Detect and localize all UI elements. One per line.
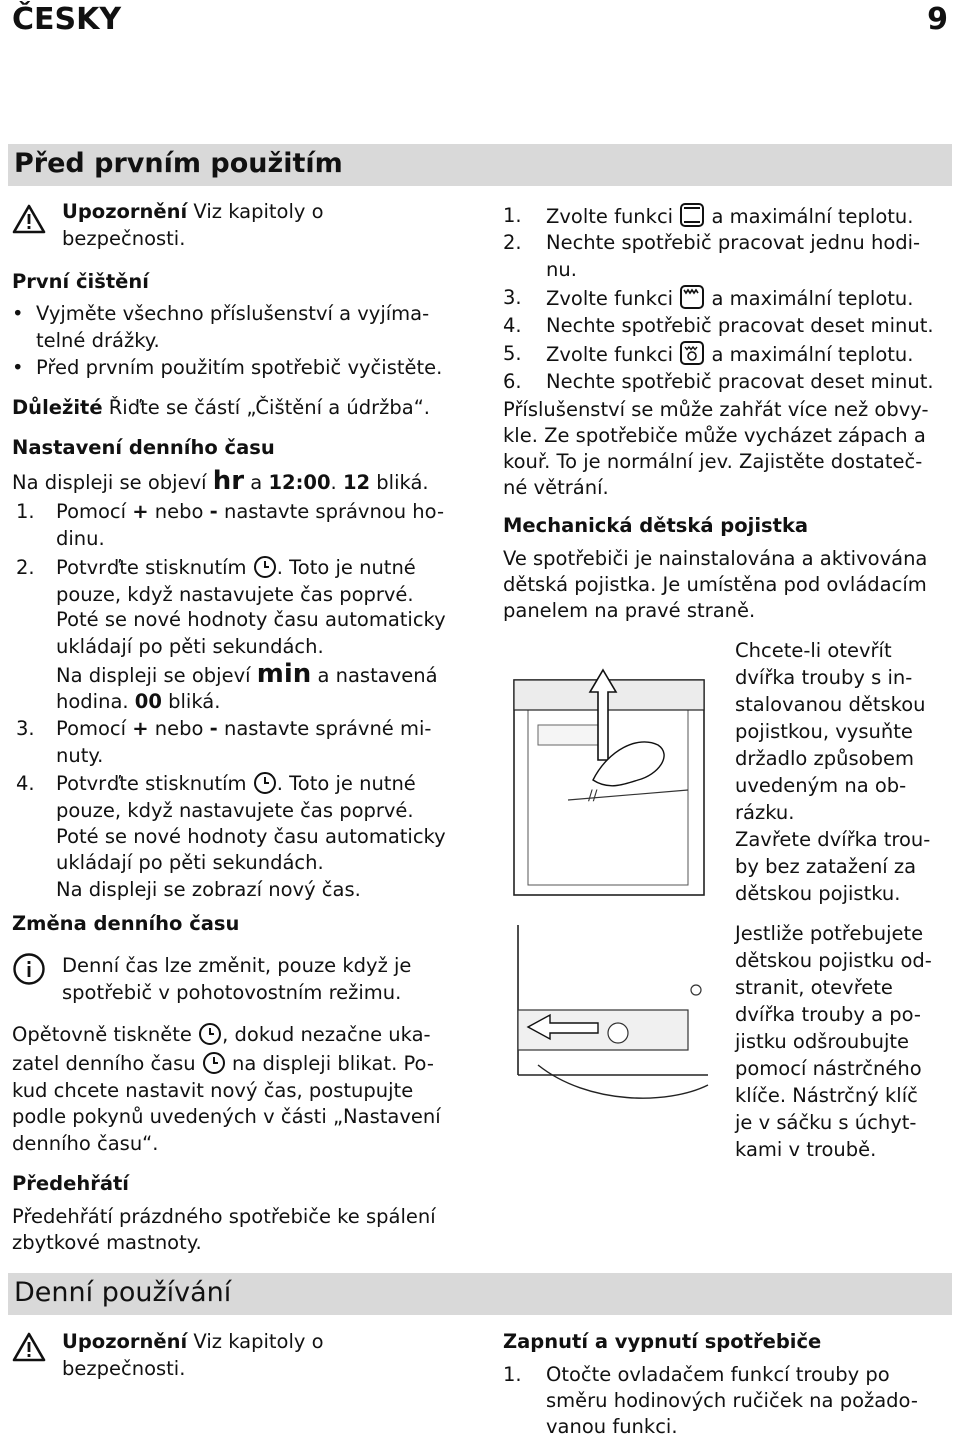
- clock-icon: [202, 1051, 226, 1075]
- figure-open-door-illustration: [508, 650, 718, 900]
- text-line: uvedeným na ob-: [735, 774, 907, 797]
- text-line: jistku odšroubujte: [735, 1030, 910, 1053]
- warning-icon: [12, 204, 46, 234]
- oven-function-icon-grill: [679, 284, 705, 310]
- accessory-note-2: kle. Ze spotřebiče může vycházet zápach a: [503, 424, 926, 447]
- preheat-line-1: Předehřátí prázdného spotřebiče ke spálení: [12, 1205, 436, 1228]
- clock-icon: [253, 555, 277, 579]
- page-number: 9: [927, 2, 948, 37]
- text-line: Chcete-li otevřít: [735, 639, 892, 662]
- step-2-line-2: pouze, když nastavujete čas poprvé.: [56, 583, 414, 606]
- text-line: držadlo způsobem: [735, 747, 914, 770]
- bullet-dot: •: [12, 302, 24, 325]
- subheading-first-clean: První čištění: [12, 270, 149, 293]
- step-number: 4.: [503, 314, 522, 337]
- right-step-3: Zvolte funkci a maximální teplotu.: [546, 284, 913, 312]
- warning-text: Upozornění Viz kapitoly o: [62, 1330, 324, 1353]
- text-line: stranit, otevřete: [735, 976, 893, 999]
- accessory-note-3: kouř. To je normální jev. Zajistěte dostateč-: [503, 450, 923, 473]
- step-2-line-3: Poté se nové hodnoty času automaticky: [56, 608, 446, 631]
- bullet-1-line-1: Vyjměte všechno příslušenství a vyjíma-: [36, 302, 430, 325]
- step-2-line-5: Na displeji se objeví min a nastavená: [56, 659, 438, 689]
- on-off-line-2: směru hodinových ručiček na požado-: [546, 1389, 918, 1412]
- bullet-dot: •: [12, 356, 24, 379]
- step-number: 4.: [16, 772, 35, 795]
- child-lock-line-3: panelem na pravé straně.: [503, 599, 756, 622]
- step-4-line-3: Poté se nové hodnoty času automaticky: [56, 825, 446, 848]
- svg-text://: //: [588, 788, 598, 804]
- step-number: 5.: [503, 342, 522, 365]
- hr-symbol: hr: [212, 466, 245, 496]
- bullet-1-line-2: telné drážky.: [36, 329, 160, 352]
- step-3-line-1: Pomocí + nebo - nastavte správné mi-: [56, 717, 432, 740]
- on-off-line-1: Otočte ovladačem funkcí trouby po: [546, 1363, 890, 1386]
- text-line: klíče. Nástrčný klíč: [735, 1084, 918, 1107]
- subheading-set-time: Nastavení denního času: [12, 436, 275, 459]
- step-4-line-2: pouze, když nastavujete čas poprvé.: [56, 799, 414, 822]
- oven-function-icon-turbo-grill: [679, 340, 705, 366]
- oven-function-icon-top-bottom-heat: [679, 202, 705, 228]
- step-number: 1.: [503, 204, 522, 227]
- change-para-1: Opětovně tiskněte , dokud nezačne uka-: [12, 1023, 431, 1046]
- figure-remove-child-lock-illustration: [508, 915, 718, 1125]
- step-2-line-4: ukládají po pěti sekundách.: [56, 635, 324, 658]
- remove-lock-text: [735, 920, 955, 1163]
- subheading-change-time: Změna denního času: [12, 912, 240, 935]
- step-number: 1.: [503, 1363, 522, 1386]
- step-number: 6.: [503, 370, 522, 393]
- info-text-1: Denní čas lze změnit, pouze když je: [62, 954, 412, 977]
- step-1-line-2: dinu.: [56, 527, 105, 550]
- warning-text: Upozornění Viz kapitoly o: [62, 200, 324, 223]
- step-number: 2.: [503, 231, 522, 254]
- text-line: Zavřete dvířka trou-: [735, 828, 931, 851]
- clock-icon: [253, 771, 277, 795]
- text-line: pomocí nástrčného: [735, 1057, 922, 1080]
- step-number: 3.: [16, 717, 35, 740]
- section-title: Denní používání: [14, 1277, 232, 1308]
- change-para-5: denního času“.: [12, 1132, 159, 1155]
- bullet-2: Před prvním použitím spotřebič vyčistěte.: [36, 356, 443, 379]
- accessory-note-4: né větrání.: [503, 476, 609, 499]
- change-para-3: kud chcete nastavit nový čas, postupujte: [12, 1079, 414, 1102]
- text-line: dětskou pojistku od-: [735, 949, 932, 972]
- accessory-note-1: Příslušenství se může zahřát více než obvy-: [503, 398, 929, 421]
- step-4-line-4: ukládají po pěti sekundách.: [56, 851, 324, 874]
- text-line: je v sáčku s úchyt-: [735, 1111, 917, 1134]
- warning-icon: [12, 1332, 46, 1362]
- right-step-2-line-1: Nechte spotřebič pracovat jednu hodi-: [546, 231, 921, 254]
- child-lock-line-2: dětská pojistka. Je umístěna pod ovládacím: [503, 573, 927, 596]
- subheading-preheat: Předehřátí: [12, 1172, 129, 1195]
- step-number: 2.: [16, 556, 35, 579]
- page-language: ČESKY: [12, 2, 122, 37]
- section-bar-before-first-use: [8, 144, 952, 186]
- text-line: stalovanou dětskou: [735, 693, 926, 716]
- clock-icon: [198, 1022, 222, 1046]
- info-icon: [12, 952, 46, 986]
- step-2-line-6: hodina. 00 bliká.: [56, 690, 221, 713]
- important-note: Důležité Řiďte se částí „Čištění a údržba“.: [12, 396, 431, 419]
- subheading-child-lock: Mechanická dětská pojistka: [503, 514, 809, 537]
- step-number: 3.: [503, 286, 522, 309]
- section-bar-daily-use: [8, 1273, 952, 1315]
- text-line: Jestliže potřebujete: [735, 922, 924, 945]
- on-off-line-3: vanou funkci.: [546, 1415, 678, 1438]
- open-door-text: [735, 637, 955, 907]
- text-line: pojistkou, vysuňte: [735, 720, 913, 743]
- change-para-2: zatel denního času na displeji blikat. Po-: [12, 1052, 434, 1075]
- step-1-line-1: Pomocí + nebo - nastavte správnou ho-: [56, 500, 444, 523]
- min-symbol: min: [256, 659, 312, 689]
- step-number: 1.: [16, 500, 35, 523]
- step-4-line-5: Na displeji se zobrazí nový čas.: [56, 878, 361, 901]
- warning-text-2: bezpečnosti.: [62, 1357, 186, 1380]
- info-text-2: spotřebič v pohotovostním režimu.: [62, 981, 402, 1004]
- right-step-1: Zvolte funkci a maximální teplotu.: [546, 202, 913, 230]
- right-step-6: Nechte spotřebič pracovat deset minut.: [546, 370, 934, 393]
- text-line: rázku.: [735, 801, 795, 824]
- subheading-on-off: Zapnutí a vypnutí spotřebiče: [503, 1330, 822, 1353]
- text-line: kami v troubě.: [735, 1138, 877, 1161]
- step-2-line-1: Potvrďte stisknutím . Toto je nutné: [56, 556, 416, 579]
- text-line: dětskou pojistku.: [735, 882, 901, 905]
- step-4-line-1: Potvrďte stisknutím . Toto je nutné: [56, 772, 416, 795]
- time-intro: Na displeji se objeví hr a 12:00. 12 bliká.: [12, 466, 429, 496]
- child-lock-line-1: Ve spotřebiči je nainstalována a aktivována: [503, 547, 928, 570]
- text-line: dvířka trouby s in-: [735, 666, 913, 689]
- right-step-2-line-2: nu.: [546, 258, 577, 281]
- section-title: Před prvním použitím: [14, 148, 343, 179]
- change-para-4: podle pokynů uvedených v části „Nastavení: [12, 1105, 441, 1128]
- text-line: by bez zatažení za: [735, 855, 917, 878]
- warning-text-2: bezpečnosti.: [62, 227, 186, 250]
- right-step-5: Zvolte funkci a maximální teplotu.: [546, 340, 913, 368]
- text-line: dvířka trouby a po-: [735, 1003, 921, 1026]
- preheat-line-2: zbytkové mastnoty.: [12, 1231, 202, 1254]
- step-3-line-2: nuty.: [56, 744, 104, 767]
- right-step-4: Nechte spotřebič pracovat deset minut.: [546, 314, 934, 337]
